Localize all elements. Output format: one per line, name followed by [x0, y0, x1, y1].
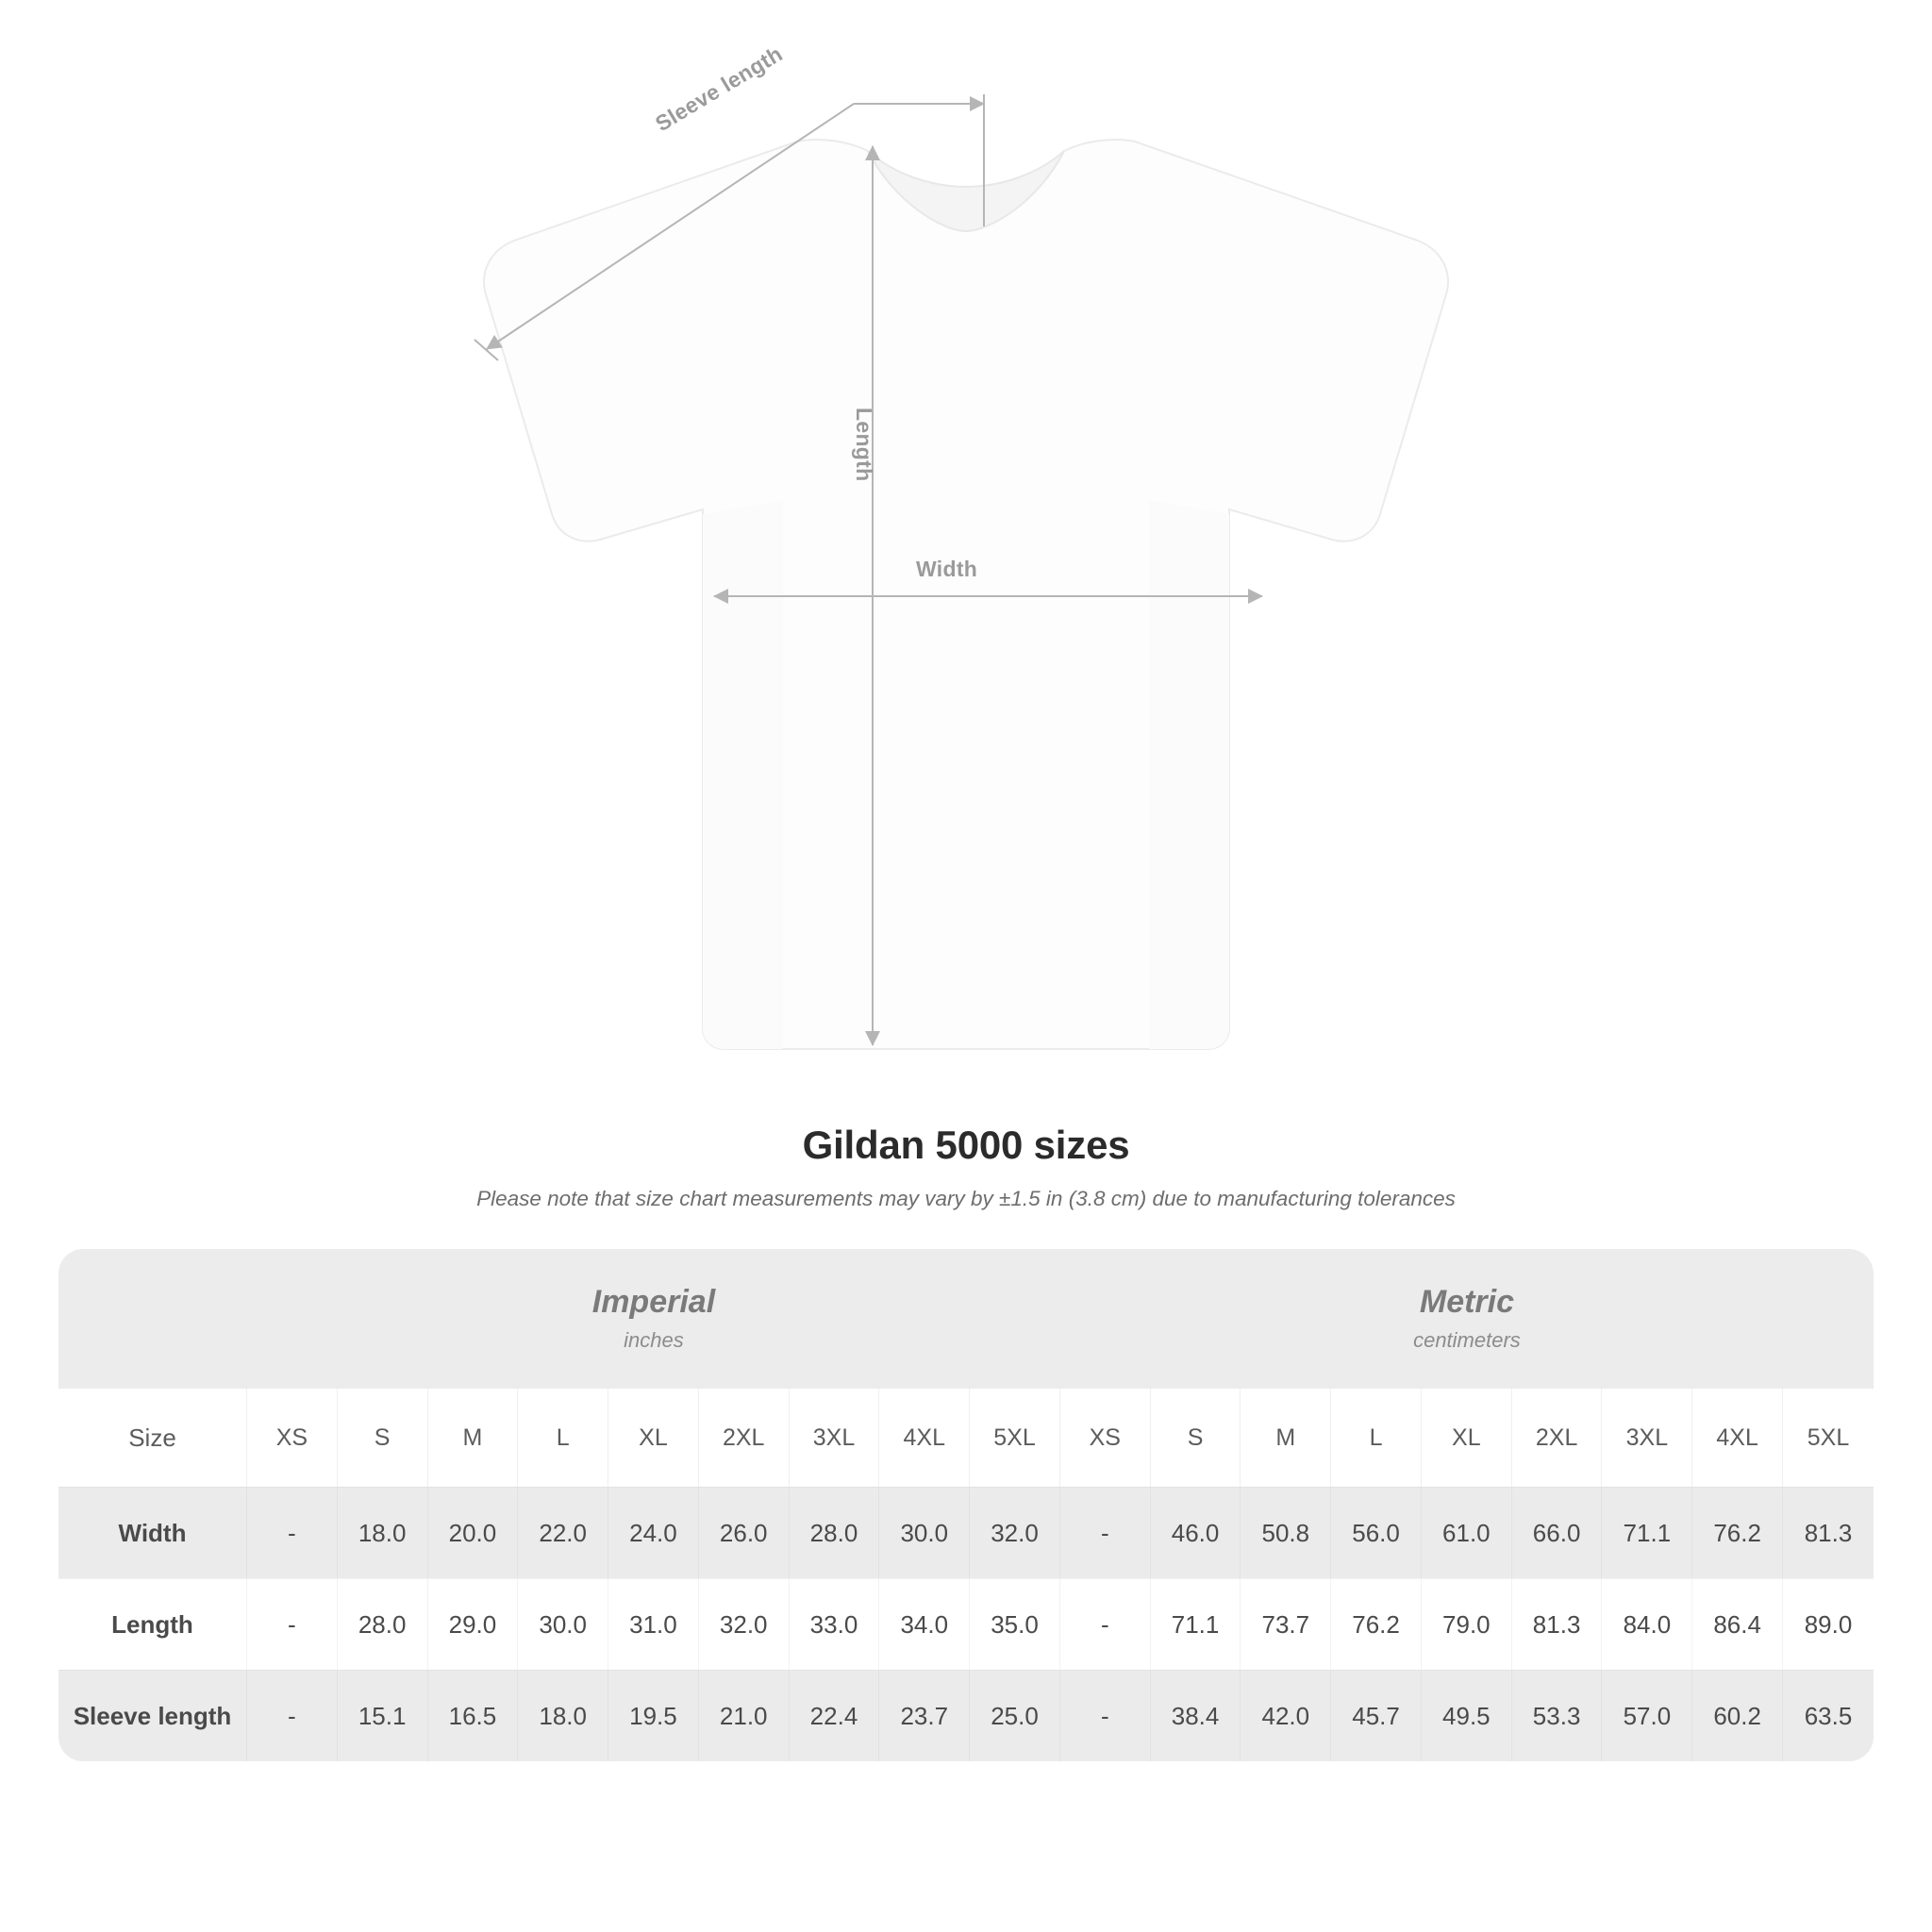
length-metric-4xl: 86.4: [1692, 1578, 1783, 1670]
width-imperial-l: 22.0: [518, 1487, 608, 1578]
length-label: Length: [852, 408, 876, 482]
row-label-length: Length: [58, 1578, 247, 1670]
tolerance-note: Please note that size chart measurements may vary by ±1.5 in (3.8 cm) due to manufacturing tolerances: [476, 1187, 1456, 1210]
sleeve-imperial-m: 16.5: [428, 1670, 519, 1761]
length-metric-5xl: 89.0: [1783, 1578, 1874, 1670]
width-imperial-xl: 24.0: [608, 1487, 699, 1578]
sleeve-metric-2xl: 53.3: [1512, 1670, 1603, 1761]
table-row: [58, 1487, 1874, 1578]
unit-group-metric-title: Metric: [1419, 1284, 1515, 1321]
length-imperial-xs: -: [247, 1578, 338, 1670]
header-imperial-5xl: 5XL: [970, 1389, 1060, 1487]
size-table: [58, 1249, 1874, 1761]
length-metric-s: 71.1: [1151, 1578, 1241, 1670]
sleeve-metric-xs: -: [1060, 1670, 1151, 1761]
width-imperial-3xl: 28.0: [790, 1487, 880, 1578]
length-imperial-3xl: 33.0: [790, 1578, 880, 1670]
sleeve-imperial-5xl: 25.0: [970, 1670, 1060, 1761]
header-imperial-xs: XS: [247, 1389, 338, 1487]
width-metric-4xl: 76.2: [1692, 1487, 1783, 1578]
header-metric-5xl: 5XL: [1783, 1389, 1874, 1487]
width-imperial-4xl: 30.0: [879, 1487, 970, 1578]
table-row: [58, 1578, 1874, 1670]
sleeve-metric-5xl: 63.5: [1783, 1670, 1874, 1761]
header-metric-3xl: 3XL: [1602, 1389, 1692, 1487]
header-imperial-xl: XL: [608, 1389, 699, 1487]
sleeve-imperial-xs: -: [247, 1670, 338, 1761]
sleeve-metric-3xl: 57.0: [1602, 1670, 1692, 1761]
unit-corner-cell: [58, 1249, 247, 1389]
length-metric-2xl: 81.3: [1512, 1578, 1603, 1670]
header-imperial-s: S: [338, 1389, 428, 1487]
width-imperial-m: 20.0: [428, 1487, 519, 1578]
sleeve-imperial-xl: 19.5: [608, 1670, 699, 1761]
length-metric-xl: 79.0: [1422, 1578, 1512, 1670]
header-metric-l: L: [1331, 1389, 1422, 1487]
header-metric-m: M: [1241, 1389, 1331, 1487]
header-metric-2xl: 2XL: [1512, 1389, 1603, 1487]
table-row: [58, 1670, 1874, 1761]
width-label: Width: [916, 557, 978, 581]
size-table-wrapper: [58, 1249, 1874, 1761]
length-imperial-2xl: 32.0: [699, 1578, 790, 1670]
sleeve-metric-m: 42.0: [1241, 1670, 1331, 1761]
length-imperial-xl: 31.0: [608, 1578, 699, 1670]
length-metric-xs: -: [1060, 1578, 1151, 1670]
width-imperial-5xl: 32.0: [970, 1487, 1060, 1578]
length-imperial-m: 29.0: [428, 1578, 519, 1670]
sleeve-metric-xl: 49.5: [1422, 1670, 1512, 1761]
page-title: Gildan 5000 sizes: [802, 1123, 1130, 1167]
length-metric-3xl: 84.0: [1602, 1578, 1692, 1670]
width-metric-5xl: 81.3: [1783, 1487, 1874, 1578]
header-metric-xl: XL: [1422, 1389, 1512, 1487]
unit-group-metric: [1060, 1249, 1874, 1389]
length-metric-l: 76.2: [1331, 1578, 1422, 1670]
width-imperial-2xl: 26.0: [699, 1487, 790, 1578]
length-imperial-l: 30.0: [518, 1578, 608, 1670]
header-metric-4xl: 4XL: [1692, 1389, 1783, 1487]
size-header-row: [58, 1389, 1874, 1487]
sleeve-metric-4xl: 60.2: [1692, 1670, 1783, 1761]
width-metric-l: 56.0: [1331, 1487, 1422, 1578]
width-metric-xs: -: [1060, 1487, 1151, 1578]
sleeve-imperial-3xl: 22.4: [790, 1670, 880, 1761]
unit-group-imperial-unit: inches: [624, 1327, 684, 1352]
header-metric-s: S: [1151, 1389, 1241, 1487]
header-imperial-4xl: 4XL: [879, 1389, 970, 1487]
header-imperial-m: M: [428, 1389, 519, 1487]
header-metric-xs: XS: [1060, 1389, 1151, 1487]
width-imperial-xs: -: [247, 1487, 338, 1578]
sleeve-imperial-s: 15.1: [338, 1670, 428, 1761]
unit-group-row: [58, 1249, 1874, 1389]
header-imperial-2xl: 2XL: [699, 1389, 790, 1487]
header-imperial-3xl: 3XL: [790, 1389, 880, 1487]
length-imperial-5xl: 35.0: [970, 1578, 1060, 1670]
sleeve-imperial-l: 18.0: [518, 1670, 608, 1761]
sleeve-imperial-4xl: 23.7: [879, 1670, 970, 1761]
header-imperial-l: L: [518, 1389, 608, 1487]
sleeve-metric-l: 45.7: [1331, 1670, 1422, 1761]
length-imperial-4xl: 34.0: [879, 1578, 970, 1670]
tshirt-shape: [484, 140, 1448, 1049]
length-metric-m: 73.7: [1241, 1578, 1331, 1670]
unit-group-imperial-title: Imperial: [591, 1284, 716, 1321]
width-metric-s: 46.0: [1151, 1487, 1241, 1578]
unit-group-metric-unit: centimeters: [1413, 1327, 1521, 1352]
header-size: Size: [58, 1389, 247, 1487]
row-label-width: Width: [58, 1487, 247, 1578]
width-metric-3xl: 71.1: [1602, 1487, 1692, 1578]
unit-group-imperial: [247, 1249, 1060, 1389]
sleeve-length-label: Sleeve length: [651, 41, 787, 137]
row-label-sleeve-length: Sleeve length: [58, 1670, 247, 1761]
width-metric-xl: 61.0: [1422, 1487, 1512, 1578]
width-imperial-s: 18.0: [338, 1487, 428, 1578]
chart-heading: [0, 1123, 1932, 1211]
sleeve-metric-s: 38.4: [1151, 1670, 1241, 1761]
width-metric-2xl: 66.0: [1512, 1487, 1603, 1578]
length-imperial-s: 28.0: [338, 1578, 428, 1670]
width-metric-m: 50.8: [1241, 1487, 1331, 1578]
sleeve-imperial-2xl: 21.0: [699, 1670, 790, 1761]
